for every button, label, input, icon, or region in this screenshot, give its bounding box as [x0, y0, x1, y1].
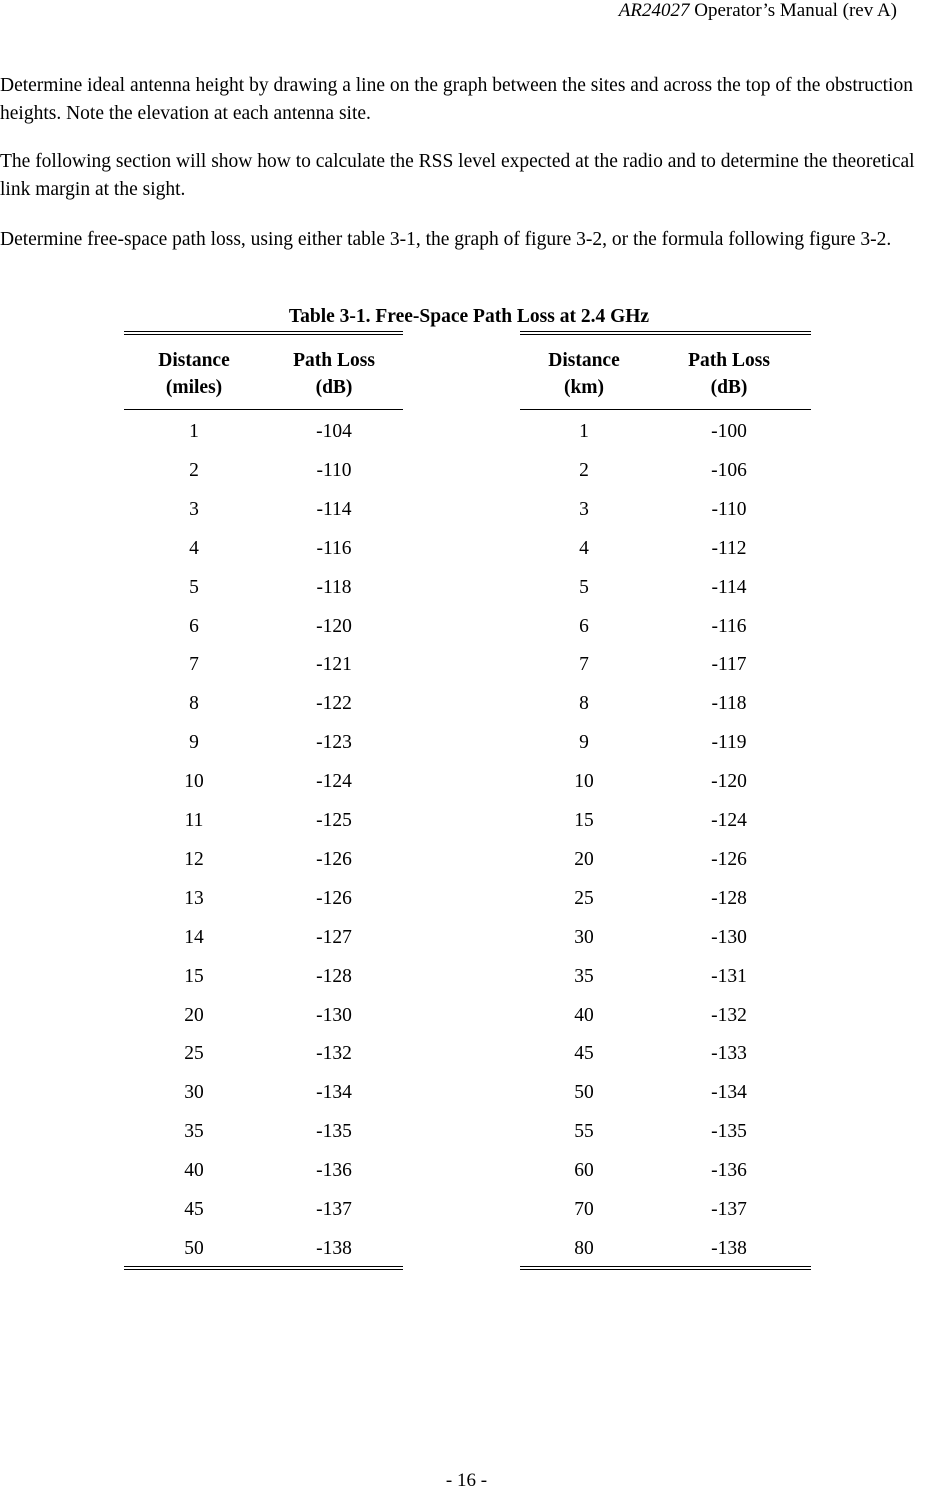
left-table-cell: 30 [184, 1082, 204, 1104]
header-path-loss-left-line2: (dB) [315, 377, 353, 398]
right-table-cell: 5 [579, 576, 589, 598]
right-table-cell: -130 [711, 926, 747, 948]
header-distance-miles-line2: (miles) [165, 377, 223, 398]
left-table-cell: 12 [184, 848, 204, 870]
right-table-cell: 35 [574, 965, 594, 987]
right-table-cell: -112 [711, 537, 747, 559]
left-table-cell: -126 [316, 887, 352, 909]
right-table-cell: -138 [711, 1237, 747, 1259]
left-table-cell: -136 [316, 1160, 352, 1182]
right-table-cell: 25 [574, 887, 594, 909]
right-table-cell: 60 [574, 1160, 594, 1182]
left-table-bottom-rule [124, 1266, 403, 1270]
right-table-cell: -118 [711, 693, 747, 715]
left-table-cell: -122 [316, 693, 352, 715]
right-table-cell: -134 [711, 1082, 747, 1104]
left-table-cell: 20 [184, 1004, 204, 1026]
right-table-cell: 15 [574, 810, 594, 831]
left-table-cell: 6 [189, 615, 199, 637]
left-table-cell: 1 [189, 421, 199, 442]
right-table-cell: 30 [574, 926, 594, 948]
left-table-cell: 15 [184, 965, 204, 987]
right-table-cell: 20 [574, 848, 594, 870]
right-table-cell: -106 [711, 459, 747, 481]
left-table-cell: -110 [316, 459, 352, 481]
paragraph-antenna-height: Determine ideal antenna height by drawing a line on the graph between the sites and across the top of the obstruction heights. Note the elevation at each antenna site. [0, 75, 913, 124]
running-header [619, 0, 897, 22]
left-table-header-rule [124, 409, 403, 410]
right-table-cell: -124 [711, 810, 747, 831]
left-table-cell: 14 [184, 926, 204, 948]
header-path-loss-right-line1: Path Loss [688, 350, 770, 371]
right-table-cell: -133 [711, 1043, 747, 1065]
right-table-cell: -137 [711, 1199, 747, 1220]
left-table-cell: -123 [316, 732, 352, 754]
left-table-cell: -132 [316, 1043, 352, 1065]
left-table-cell: -104 [316, 421, 352, 442]
right-table-cell: -132 [711, 1004, 747, 1026]
right-table-cell: 9 [579, 732, 589, 754]
left-table-cell: 50 [184, 1237, 204, 1259]
right-table-cell: 40 [574, 1004, 594, 1026]
left-table-cell: 45 [184, 1199, 204, 1220]
header-distance-km-line2: (km) [563, 377, 605, 398]
right-table-cell: -126 [711, 848, 747, 870]
right-table-cell: 1 [579, 421, 589, 442]
right-table-cell: 80 [574, 1237, 594, 1259]
right-table-cell: 8 [579, 693, 589, 715]
left-table-cell: 8 [189, 693, 199, 715]
right-table-bottom-rule [520, 1266, 811, 1270]
header-title: Operator’s Manual (rev A) [694, 0, 897, 21]
left-table-cell: -128 [316, 965, 352, 987]
right-table-cell: -110 [711, 498, 747, 520]
paragraph-path-loss: Determine free-space path loss, using either table 3-1, the graph of figure 3-2, or the formula following figure 3-2. [0, 229, 892, 250]
right-table-cell: -136 [711, 1160, 747, 1182]
header-path-loss-left-line1: Path Loss [293, 350, 375, 371]
right-table-cell: -114 [711, 576, 747, 598]
right-table-cell: 70 [574, 1199, 594, 1220]
left-table-cell: 40 [184, 1160, 204, 1182]
left-table-cell: -138 [316, 1237, 352, 1259]
left-table-cell: -130 [316, 1004, 352, 1026]
left-table-cell: -137 [316, 1199, 352, 1220]
right-table-cell: 10 [574, 771, 594, 793]
right-table-cell: -117 [711, 654, 747, 676]
right-table-header-rule [520, 409, 811, 410]
right-table-cell: 55 [574, 1121, 594, 1143]
header-path-loss-left [254, 347, 414, 401]
left-table-cell: -120 [316, 615, 352, 637]
right-table-top-rule [520, 331, 811, 335]
left-table-cell: -116 [316, 537, 352, 559]
header-distance-miles [114, 347, 274, 401]
left-table-cell: 10 [184, 771, 204, 793]
right-table-cell: -120 [711, 771, 747, 793]
left-table-cell: 35 [184, 1121, 204, 1143]
header-model: AR24027 [618, 0, 690, 21]
right-table-cell: -135 [711, 1121, 747, 1143]
right-table-cell: 50 [574, 1082, 594, 1104]
left-table-cell: -124 [316, 771, 352, 793]
paragraph-rss-level: The following section will show how to calculate the RSS level expected at the radio and to determine the theoretical link margin at the sight. [0, 151, 915, 200]
left-table-cell: -118 [316, 576, 352, 598]
header-distance-miles-line1: Distance [158, 350, 230, 371]
right-table-cell: 3 [579, 498, 589, 520]
left-table-cell: 5 [189, 576, 199, 598]
left-table-cell: 25 [184, 1043, 204, 1065]
table-title: Table 3-1. Free-Space Path Loss at 2.4 GHz [288, 306, 650, 327]
right-table-cell: 2 [579, 459, 589, 481]
page-number: - 16 - [445, 1470, 488, 1491]
right-table-cell: 4 [579, 537, 589, 559]
left-table-cell: -135 [316, 1121, 352, 1143]
right-table-cell: 45 [574, 1043, 594, 1065]
right-table-cell: -131 [711, 965, 747, 987]
left-table-cell: -127 [316, 926, 352, 948]
header-path-loss-right-line2: (dB) [710, 377, 748, 398]
left-table-cell: -114 [316, 498, 352, 520]
left-table-cell: 9 [189, 732, 199, 754]
right-table-cell: 6 [579, 615, 589, 637]
left-table-cell: -121 [316, 654, 352, 676]
right-table-cell: 7 [579, 654, 589, 676]
header-path-loss-right [649, 347, 809, 401]
left-table-cell: 3 [189, 498, 199, 520]
left-table-top-rule [124, 331, 403, 335]
left-table-cell: -125 [316, 810, 352, 831]
header-distance-km [504, 347, 664, 401]
right-table-cell: -128 [711, 887, 747, 909]
right-table-cell: -119 [711, 732, 747, 754]
left-table-cell: 4 [189, 537, 199, 559]
left-table-cell: -134 [316, 1082, 352, 1104]
left-table-cell: 2 [189, 459, 199, 481]
right-table-cell: -100 [711, 421, 747, 442]
right-table-cell: -116 [711, 615, 747, 637]
left-table-cell: 11 [184, 810, 204, 831]
header-distance-km-line1: Distance [548, 350, 620, 371]
left-table-cell: -126 [316, 848, 352, 870]
left-table-cell: 7 [189, 654, 199, 676]
left-table-cell: 13 [184, 887, 204, 909]
